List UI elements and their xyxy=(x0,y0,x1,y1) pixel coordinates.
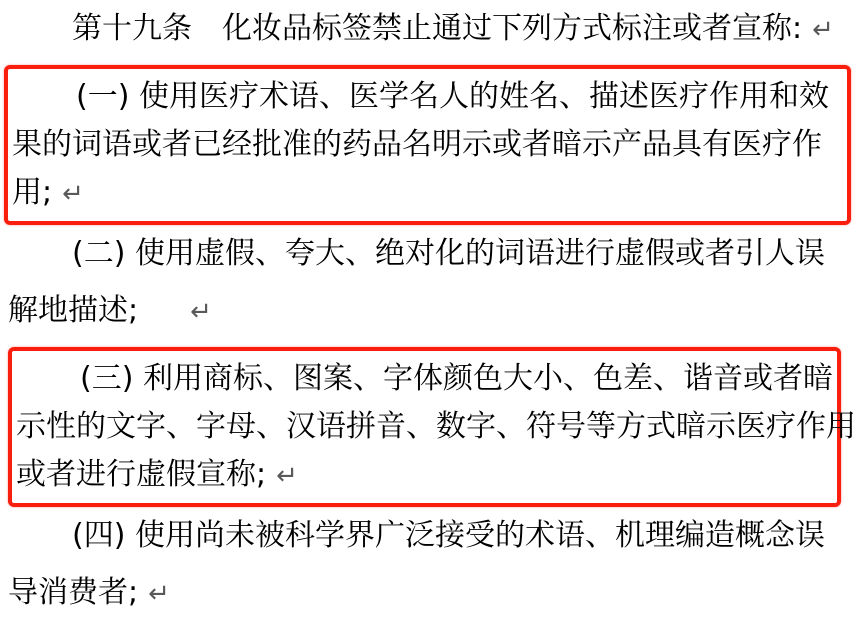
text-run: 第十九条 化妆品标签禁止通过下列方式标注或者宣称: xyxy=(72,11,803,46)
text-line xyxy=(8,225,859,282)
text-run: (四) 使用尚未被科学界广泛接受的术语、机理编造概念误 xyxy=(72,518,825,553)
paragraph-mark-icon: ↵ xyxy=(276,461,298,491)
text-run: (一) 使用医疗术语、医学名人的姓名、描述医疗作用和效 xyxy=(76,79,829,114)
text-line xyxy=(8,0,859,57)
paragraph-article-19-heading xyxy=(8,0,859,57)
text-line xyxy=(8,282,859,339)
paragraph-mark-icon: ↵ xyxy=(812,15,834,45)
text-run: 导消费者; xyxy=(8,575,139,610)
text-line xyxy=(16,403,856,451)
text-run: 示性的文字、字母、汉语拼音、数字、符号等方式暗示医疗作用 xyxy=(16,409,856,444)
paragraph-item-2 xyxy=(8,225,859,339)
text-line xyxy=(8,507,859,564)
text-run: 或者进行虚假宣称; xyxy=(16,457,267,492)
text-run: 用; xyxy=(12,175,53,210)
paragraph-mark-icon: ↵ xyxy=(190,297,212,327)
paragraph-mark-icon: ↵ xyxy=(148,579,170,609)
text-line xyxy=(8,564,859,621)
text-run: (二) 使用虚假、夸大、绝对化的词语进行虚假或者引人误 xyxy=(72,236,825,271)
text-line xyxy=(16,355,833,403)
highlight-box-item-3 xyxy=(8,347,856,507)
paragraph-item-4 xyxy=(8,507,859,621)
text-line xyxy=(16,451,833,499)
text-run: 解地描述; xyxy=(8,293,139,328)
text-run: (三) 利用商标、图案、字体颜色大小、色差、谐音或者暗 xyxy=(80,361,833,396)
text-line xyxy=(12,121,843,169)
highlight-box-item-1 xyxy=(4,65,851,225)
text-run: 果的词语或者已经批准的药品名明示或者暗示产品具有医疗作 xyxy=(12,127,822,162)
text-line xyxy=(12,73,843,121)
paragraph-mark-icon: ↵ xyxy=(62,179,84,209)
text-line xyxy=(12,169,843,217)
